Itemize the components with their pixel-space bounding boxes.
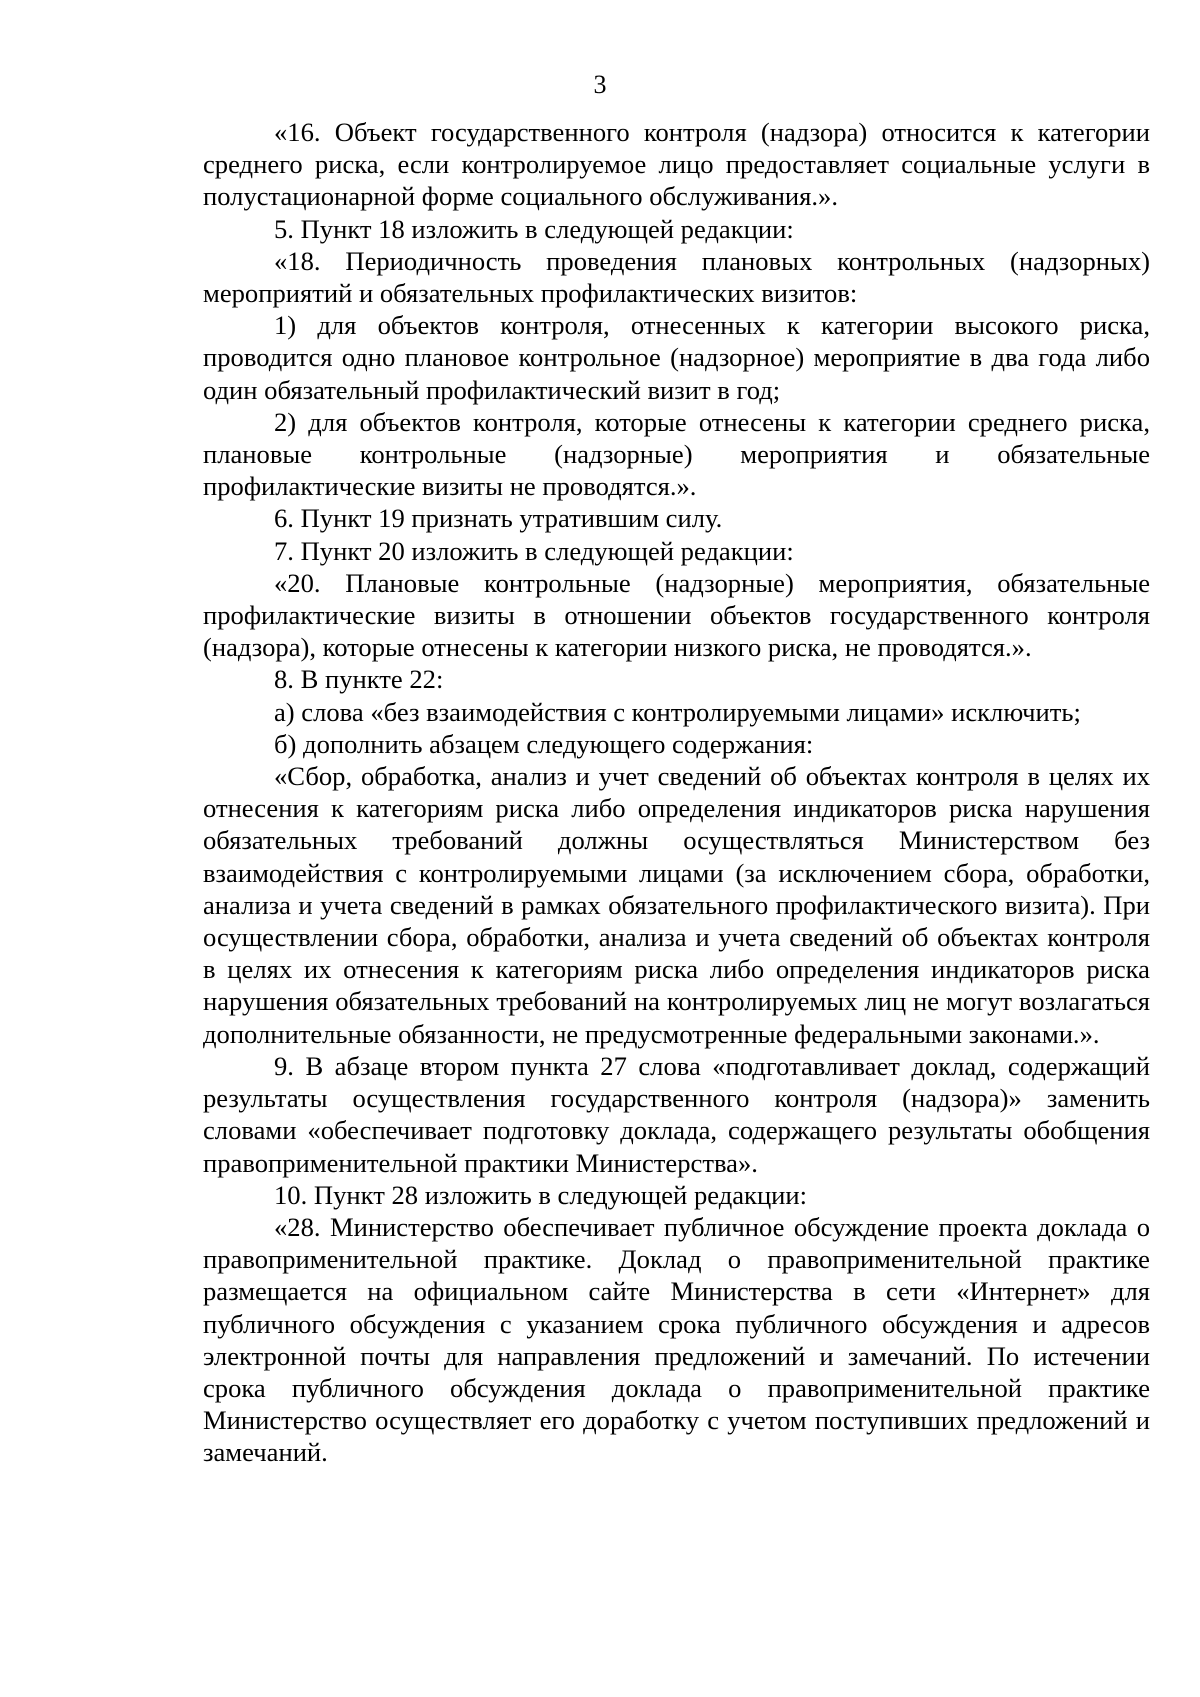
page-number: 3: [593, 70, 607, 99]
paragraph-item-18-subitem-2: 2) для объектов контроля, которые отнесены к категории среднего риска, плановые контрольные (надзорные) мероприятия и обязательные профилактические визиты не проводятся.».: [203, 406, 1150, 502]
paragraph-item-16: «16. Объект государственного контроля (надзора) относится к категории среднего риска, если контролируемое лицо предоставляет социальные услуги в полустационарной форме социального обслуживания.».: [203, 117, 1150, 212]
paragraph-amendment-8-b: б) дополнить абзацем следующего содержания:: [274, 728, 814, 759]
paragraph-item-18-subitem-1: 1) для объектов контроля, отнесенных к категории высокого риска, проводится одно плановое контрольное (надзорное) мероприятие в два года либо один обязательный профилактический визит в год;: [203, 310, 1150, 405]
document-body: [203, 116, 1150, 1469]
paragraph-amendment-5: 5. Пункт 18 изложить в следующей редакции:: [274, 213, 794, 244]
paragraph-amendment-8: 8. В пункте 22:: [274, 664, 444, 695]
paragraph-amendment-6: 6. Пункт 19 признать утратившим силу.: [274, 503, 723, 534]
paragraph-item-28: «28. Министерство обеспечивает публичное обсуждение проекта доклада о правоприменительной практике. Доклад о правоприменительной практике размещается на официальном сайте Министерства в сети «Интернет» для публичного обсуждения с указанием срока публичного обсуждения и адресов электронной почты для направления предложений и замечаний. По истечении срока публичного обсуждения доклада о правоприменительной практике Министерство осуществляет его доработку с учетом поступивших предложений и замечаний.: [203, 1211, 1150, 1468]
paragraph-item-18: «18. Периодичность проведения плановых контрольных (надзорных) мероприятий и обязательных профилактических визитов:: [203, 245, 1150, 309]
paragraph-item-20: «20. Плановые контрольные (надзорные) мероприятия, обязательные профилактические визиты в отношении объектов государственного контроля (надзора), которые отнесены к категории низкого риска, не проводятся.».: [203, 567, 1150, 663]
paragraph-amendment-9: 9. В абзаце втором пункта 27 слова «подготавливает доклад, содержащий результаты осуществления государственного контроля (надзора)» заменить словами «обеспечивает подготовку доклада, содержащего результаты обобщения правоприменительной практики Министерства».: [203, 1050, 1150, 1178]
paragraph-amendment-10: 10. Пункт 28 изложить в следующей редакции:: [274, 1179, 808, 1210]
paragraph-new-abzac: «Сбор, обработка, анализ и учет сведений об объектах контроля в целях их отнесения к категориям риска либо определения индикаторов риска нарушения обязательных требований должны осуществляться Министерством без взаимодействия с контролируемыми лицами (за исключением сбора, обработки, анализа и учета сведений в рамках обязательного профилактического визита). При осуществлении сбора, обработки, анализа и учета сведений об объектах контроля в целях их отнесения к категориям риска либо определения индикаторов риска нарушения обязательных требований на контролируемых лиц не могут возлагаться дополнительные обязанности, не предусмотренные федеральными законами.».: [203, 761, 1150, 1049]
paragraph-amendment-7: 7. Пункт 20 изложить в следующей редакции:: [274, 535, 794, 566]
paragraph-amendment-8-a: а) слова «без взаимодействия с контролируемыми лицами» исключить;: [274, 696, 1081, 727]
